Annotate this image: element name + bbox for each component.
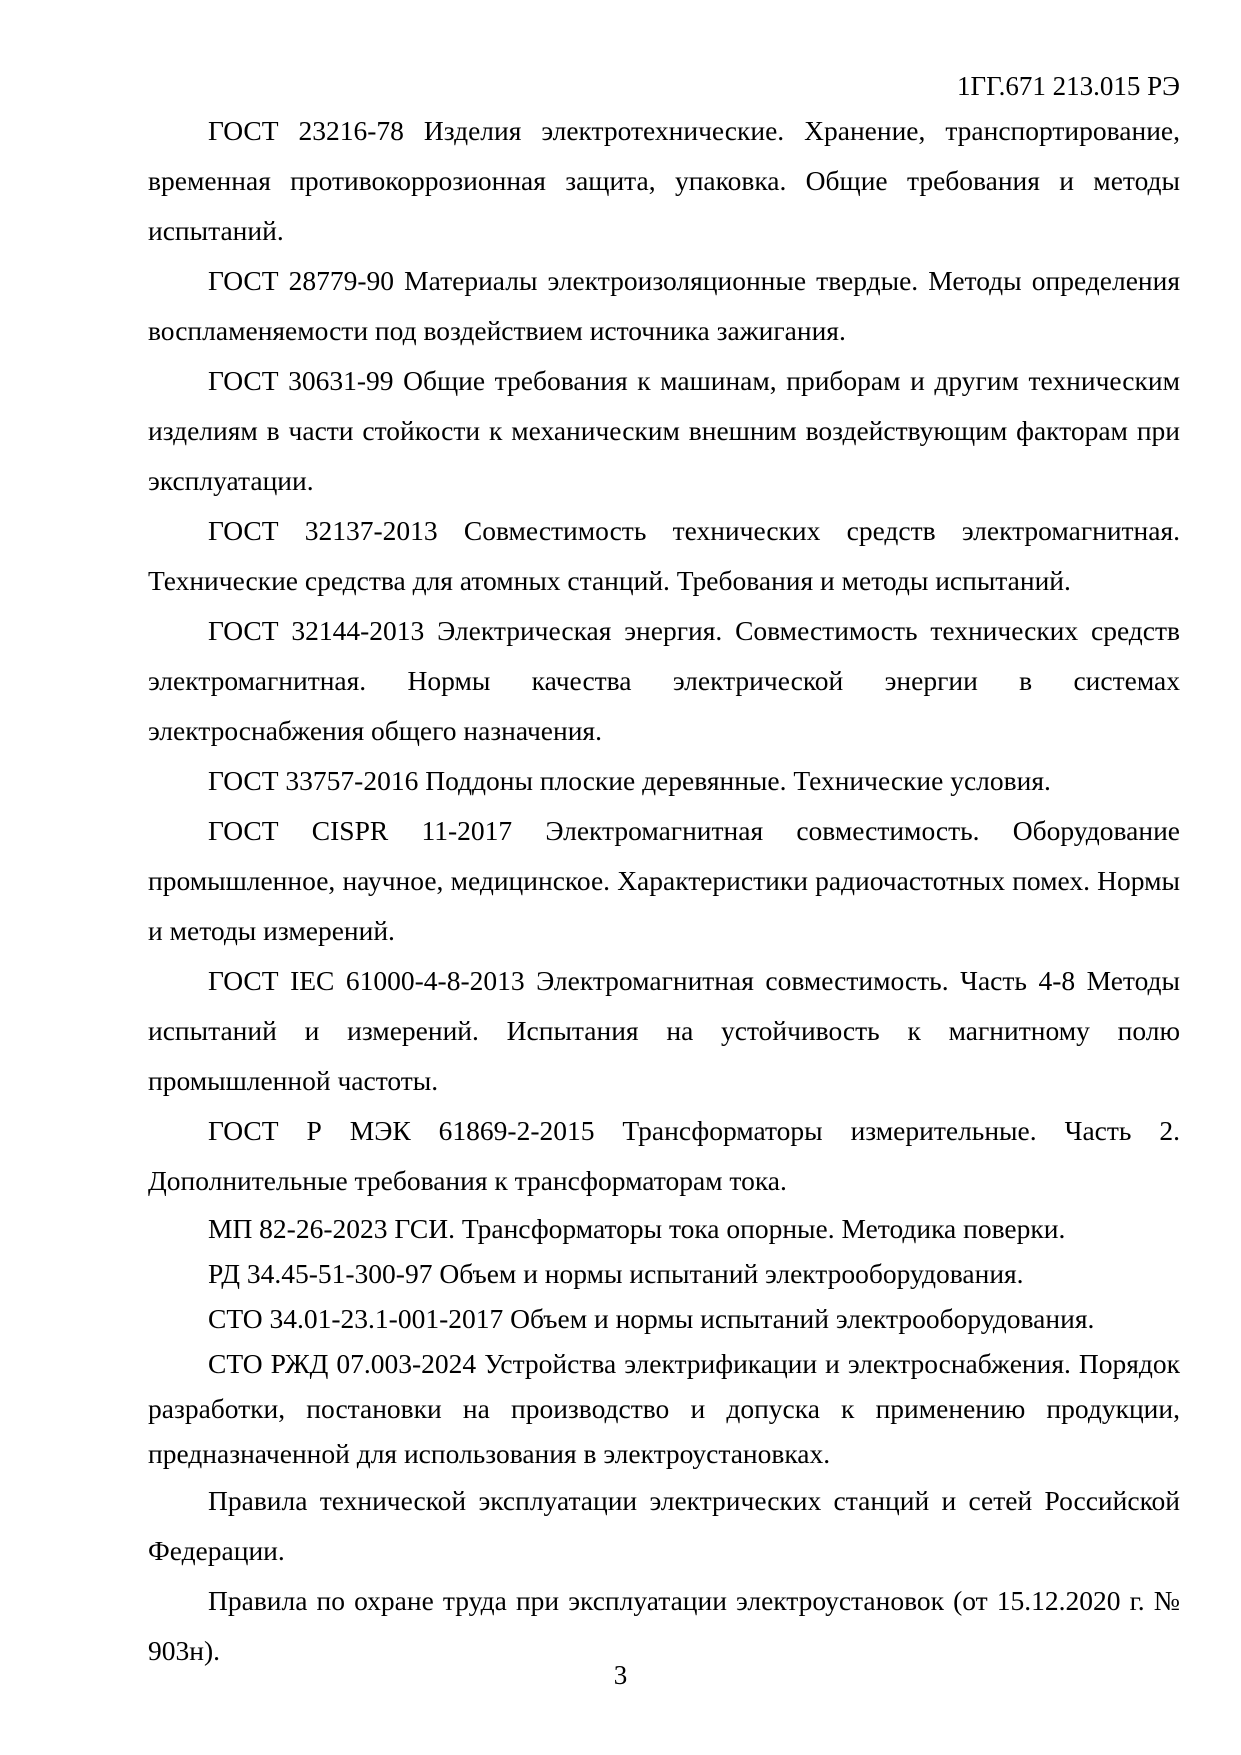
reference-paragraph: ГОСТ 33757-2016 Поддоны плоские деревянные. Технические условия. [208, 765, 1051, 796]
reference-paragraph: РД 34.45-51-300-97 Объем и нормы испытаний электрооборудования. [208, 1258, 1024, 1289]
reference-paragraph: ГОСТ 30631-99 Общие требования к машинам, приборам и другим техническим изделиям в части стойкости к механическим внешним воздействующим факторам при эксплуатации. [148, 365, 1180, 496]
reference-paragraph: СТО 34.01-23.1-001-2017 Объем и нормы испытаний электрооборудования. [208, 1303, 1095, 1334]
reference-paragraph: ГОСТ Р МЭК 61869-2-2015 Трансформаторы измерительные. Часть 2. Дополнительные требования к трансформаторам тока. [148, 1115, 1180, 1196]
reference-paragraph: ГОСТ 28779-90 Материалы электроизоляционные твердые. Методы определения воспламеняемости под воздействием источника зажигания. [148, 265, 1180, 346]
reference-paragraph: Правила технической эксплуатации электрических станций и сетей Российской Федерации. [148, 1485, 1180, 1566]
reference-paragraph: Правила по охране труда при эксплуатации электроустановок (от 15.12.2020 г. № 903н). [148, 1585, 1180, 1666]
reference-paragraph: ГОСТ 23216-78 Изделия электротехнические. Хранение, транспортирование, временная противокоррозионная защита, упаковка. Общие требования и методы испытаний. [148, 115, 1180, 246]
reference-paragraph: СТО РЖД 07.003-2024 Устройства электрификации и электроснабжения. Порядок разработки, постановки на производство и допуска к применению продукции, предназначенной для использования в электроустановках. [148, 1348, 1180, 1469]
reference-paragraph: ГОСТ 32144-2013 Электрическая энергия. Совместимость технических средств электромагнитная. Нормы качества электрической энергии в системах электроснабжения общего назначения. [148, 615, 1180, 746]
reference-paragraph: ГОСТ 32137-2013 Совместимость технических средств электромагнитная. Технические средства для атомных станций. Требования и методы испытаний. [148, 515, 1180, 596]
reference-paragraph: ГОСТ IEC 61000-4-8-2013 Электромагнитная совместимость. Часть 4-8 Методы испытаний и измерений. Испытания на устойчивость к магнитному полю промышленной частоты. [148, 965, 1180, 1096]
standards-list [148, 106, 1180, 1676]
page-number: 3 [613, 1660, 628, 1690]
document-code: 1ГГ.671 213.015 РЭ [956, 71, 1180, 101]
reference-paragraph: ГОСТ CISPR 11-2017 Электромагнитная совместимость. Оборудование промышленное, научное, медицинское. Характеристики радиочастотных помех. Нормы и методы измерений. [148, 815, 1180, 946]
reference-paragraph: МП 82-26-2023 ГСИ. Трансформаторы тока опорные. Методика поверки. [208, 1213, 1066, 1244]
